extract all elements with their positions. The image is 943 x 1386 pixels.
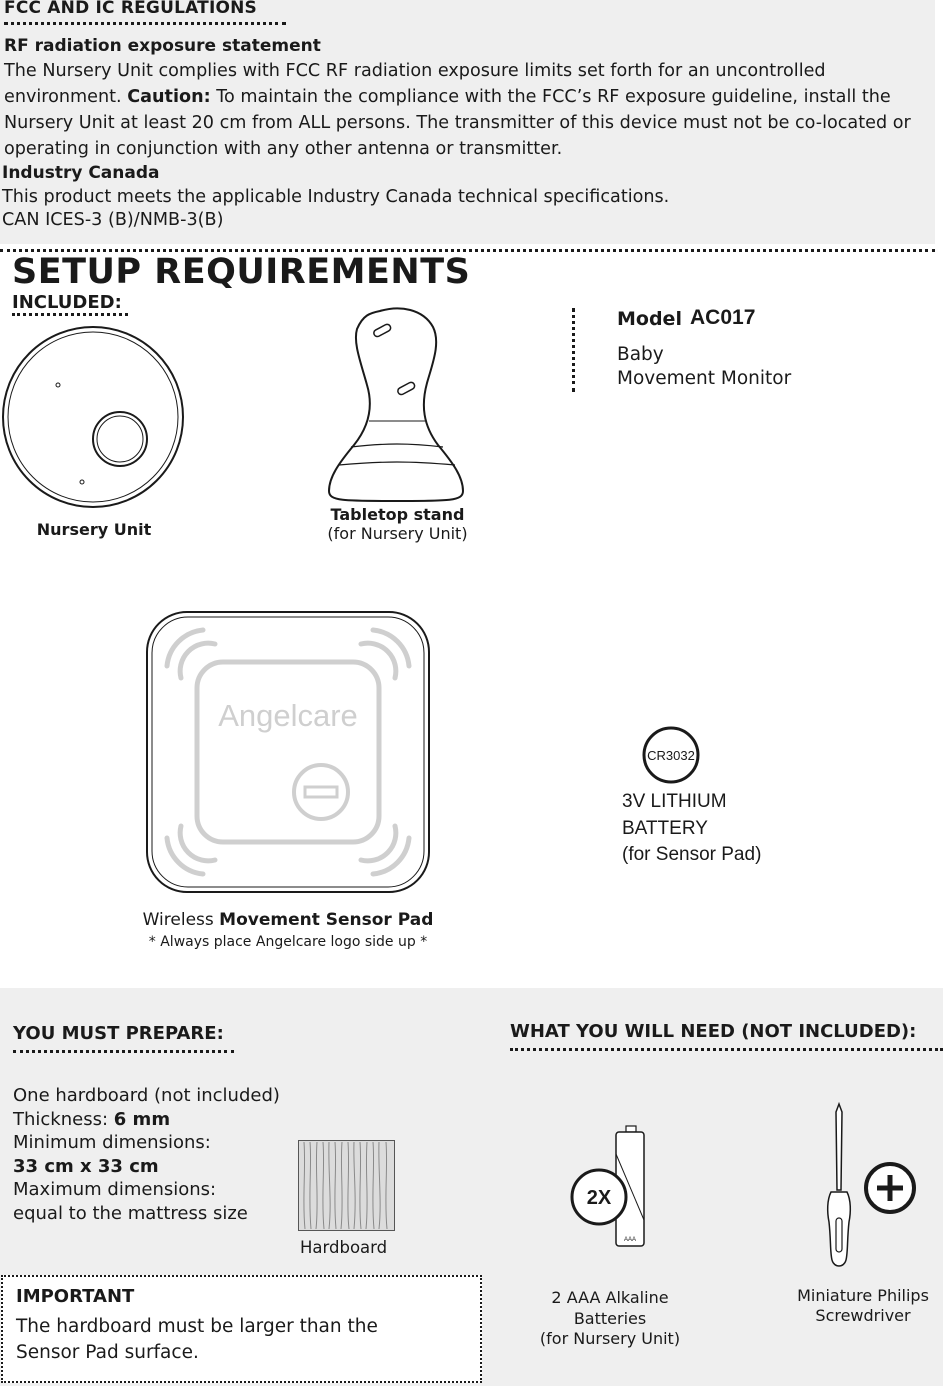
stand-label: Tabletop stand [330, 505, 465, 524]
sensor-pad-illustration [145, 610, 433, 896]
batteries-line: 2 AAA Alkaline [551, 1288, 669, 1307]
rf-text-1: The Nursery Unit complies with FCC RF radiation exposure limits set forth for an uncontrolled environment. [4, 61, 826, 107]
battery-code: CR3032 [647, 748, 695, 763]
setup-title: SETUP REQUIREMENTS [12, 252, 471, 292]
min-dimensions: 33 cm x 33 cm [13, 1155, 159, 1177]
important-line: Sensor Pad surface. [16, 1342, 199, 1363]
important-line: The hardboard must be larger than the [16, 1316, 378, 1337]
title-underline [4, 22, 286, 25]
pad-caption-prefix: Wireless [142, 910, 214, 930]
thickness-line: Thickness: 6 mm [13, 1108, 171, 1130]
aaa-label: AAA [623, 1237, 637, 1243]
model-label: Model [617, 308, 682, 330]
screwdriver-caption [782, 1286, 943, 1326]
batteries-caption [520, 1288, 700, 1350]
model-description [617, 343, 847, 391]
quantity-badge: 2X [586, 1187, 612, 1209]
pad-caption-name: Movement Sensor Pad [219, 910, 434, 930]
prepare-title: YOU MUST PREPARE: [13, 1023, 224, 1044]
pad-brand-logo: Angelcare [218, 698, 358, 733]
caution-label: Caution: [127, 87, 211, 107]
ic-code: CAN ICES-3 (B)/NMB-3(B) [2, 210, 224, 230]
fcc-title: FCC AND IC REGULATIONS [4, 0, 257, 18]
screwdriver-line: Screwdriver [815, 1306, 911, 1325]
coin-battery-icon [640, 726, 702, 786]
battery-line: (for Sensor Pad) [622, 844, 762, 865]
aaa-battery-icon [568, 1124, 648, 1254]
included-label: INCLUDED: [12, 292, 122, 313]
pad-note: * Always place Angelcare logo side up * [148, 934, 428, 950]
hardboard-illustration [298, 1140, 395, 1231]
model-divider [572, 308, 575, 392]
rf-statement [4, 58, 932, 162]
sensor-pad-caption [108, 910, 468, 950]
model-number: AC017 [690, 306, 756, 329]
screwdriver-icon [815, 1100, 925, 1272]
max-dimensions: equal to the mattress size [13, 1202, 248, 1224]
tabletop-stand-illustration [325, 305, 470, 503]
important-body [16, 1314, 436, 1366]
coin-battery-caption [622, 789, 822, 869]
ic-line: This product meets the applicable Industry Canada technical specifications. [2, 187, 670, 207]
rf-heading: RF radiation exposure statement [4, 36, 321, 56]
ic-heading: Industry Canada [2, 163, 160, 183]
nursery-unit-label: Nursery Unit [36, 520, 152, 539]
stand-caption [300, 505, 495, 543]
requirement-line: One hardboard (not included) [13, 1085, 280, 1106]
important-title: IMPORTANT [16, 1286, 135, 1307]
rf-text-2: To maintain the compliance with the FCC’s RF exposure guideline, install the Nursery Unit at least 20 cm from ALL persons. The transmitter of this device must not be co-located or operating in conjunction with any other antenna or transmitter. [4, 87, 911, 159]
screwdriver-line: Miniature Philips [797, 1286, 929, 1305]
batteries-line: Batteries [573, 1308, 647, 1328]
requirement-line: Minimum dimensions: [13, 1132, 211, 1153]
hardboard-label: Hardboard [300, 1238, 388, 1257]
ic-statement [2, 186, 902, 232]
battery-line: 3V LITHIUM [622, 791, 727, 812]
nursery-unit-illustration [0, 324, 190, 514]
batteries-line: (for Nursery Unit) [539, 1329, 681, 1348]
model-desc-line: Movement Monitor [617, 368, 792, 389]
battery-line: BATTERY [622, 817, 708, 839]
need-underline [510, 1048, 943, 1051]
requirement-line: Maximum dimensions: [13, 1179, 217, 1200]
need-title: WHAT YOU WILL NEED (NOT INCLUDED): [510, 1021, 917, 1042]
stand-sub: (for Nursery Unit) [327, 524, 468, 543]
prepare-underline [13, 1050, 234, 1053]
hardboard-requirements [13, 1084, 313, 1225]
model-desc-line: Baby [617, 344, 664, 365]
included-underline [12, 313, 128, 316]
